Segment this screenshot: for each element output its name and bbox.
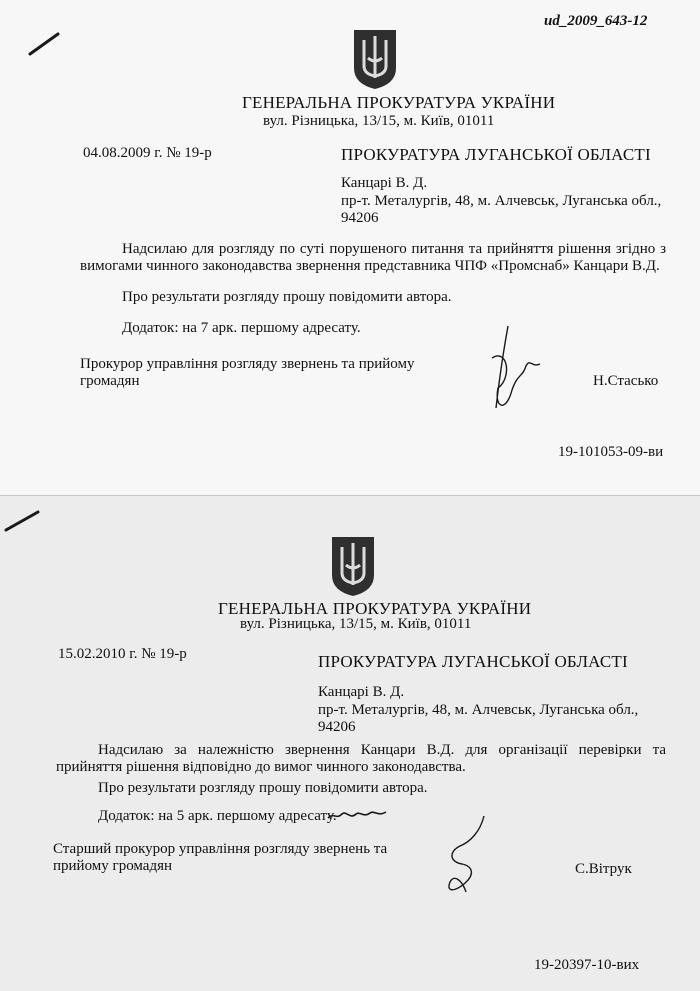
- attachment-note: Додаток: на 5 арк. першому адресату.: [98, 808, 337, 824]
- attachment-note: Додаток: на 7 арк. першому адресату.: [122, 320, 361, 336]
- org-address: вул. Різницька, 13/15, м. Київ, 01011: [263, 113, 495, 129]
- recipient-office: ПРОКУРАТУРА ЛУГАНСЬКОЇ ОБЛАСТІ: [318, 652, 628, 671]
- handwritten-signature: [440, 812, 500, 902]
- pen-mark: [4, 508, 44, 534]
- document-id: ud_2009_643-12: [544, 13, 648, 29]
- org-name: ГЕНЕРАЛЬНА ПРОКУРАТУРА УКРАЇНИ: [242, 93, 556, 112]
- reference-number: 04.08.2009 г. № 19-р: [83, 145, 212, 161]
- body-paragraph-1: Надсилаю для розгляду по суті порушеного питання та прийняття рішення згідно з вимогами чинного законодавства звернення представника ЧПФ «Промснаб» Канцари В.Д.: [80, 241, 666, 274]
- trident-emblem-icon: [352, 28, 398, 90]
- org-name: ГЕНЕРАЛЬНА ПРОКУРАТУРА УКРАЇНИ: [218, 599, 532, 618]
- addressee-street: пр-т. Металургів, 48, м. Алчевськ, Луганська обл.,: [341, 193, 662, 209]
- signer-title-line-2: прийому громадян: [53, 858, 173, 874]
- handwritten-note: [326, 808, 388, 822]
- body-paragraph-2: Про результати розгляду прошу повідомити автора.: [122, 289, 452, 305]
- recipient-office: ПРОКУРАТУРА ЛУГАНСЬКОЇ ОБЛАСТІ: [341, 145, 651, 164]
- addressee-street: пр-т. Металургів, 48, м. Алчевськ, Луганська обл.,: [318, 702, 639, 718]
- outgoing-number: 19-20397-10-вих: [534, 957, 640, 973]
- org-address: вул. Різницька, 13/15, м. Київ, 01011: [240, 616, 472, 632]
- addressee-name: Канцарі В. Д.: [341, 175, 428, 191]
- pen-mark: [28, 30, 62, 56]
- reference-number: 15.02.2010 г. № 19-р: [58, 646, 187, 662]
- letter-2: [0, 495, 700, 991]
- letter-1: [0, 0, 700, 495]
- body-paragraph-1: Надсилаю за належністю звернення Канцари В.Д. для організації перевірки та прийняття рішення відповідно до вимог чинного законодавства.: [56, 742, 666, 775]
- signer-name: Н.Стасько: [593, 373, 659, 389]
- body-paragraph-2: Про результати розгляду прошу повідомити автора.: [98, 780, 428, 796]
- signer-name: С.Вітрук: [575, 861, 632, 877]
- handwritten-signature: [478, 318, 548, 418]
- signer-title-line-1: Старший прокурор управління розгляду звернень та: [53, 841, 388, 857]
- signer-title-line-1: Прокурор управління розгляду звернень та прийому: [80, 356, 415, 372]
- outgoing-number: 19-101053-09-ви: [558, 444, 664, 460]
- addressee-postcode: 94206: [341, 210, 379, 226]
- trident-emblem-icon: [330, 535, 376, 597]
- signer-title-line-2: громадян: [80, 373, 140, 389]
- addressee-name: Канцарі В. Д.: [318, 684, 405, 700]
- addressee-postcode: 94206: [318, 719, 356, 735]
